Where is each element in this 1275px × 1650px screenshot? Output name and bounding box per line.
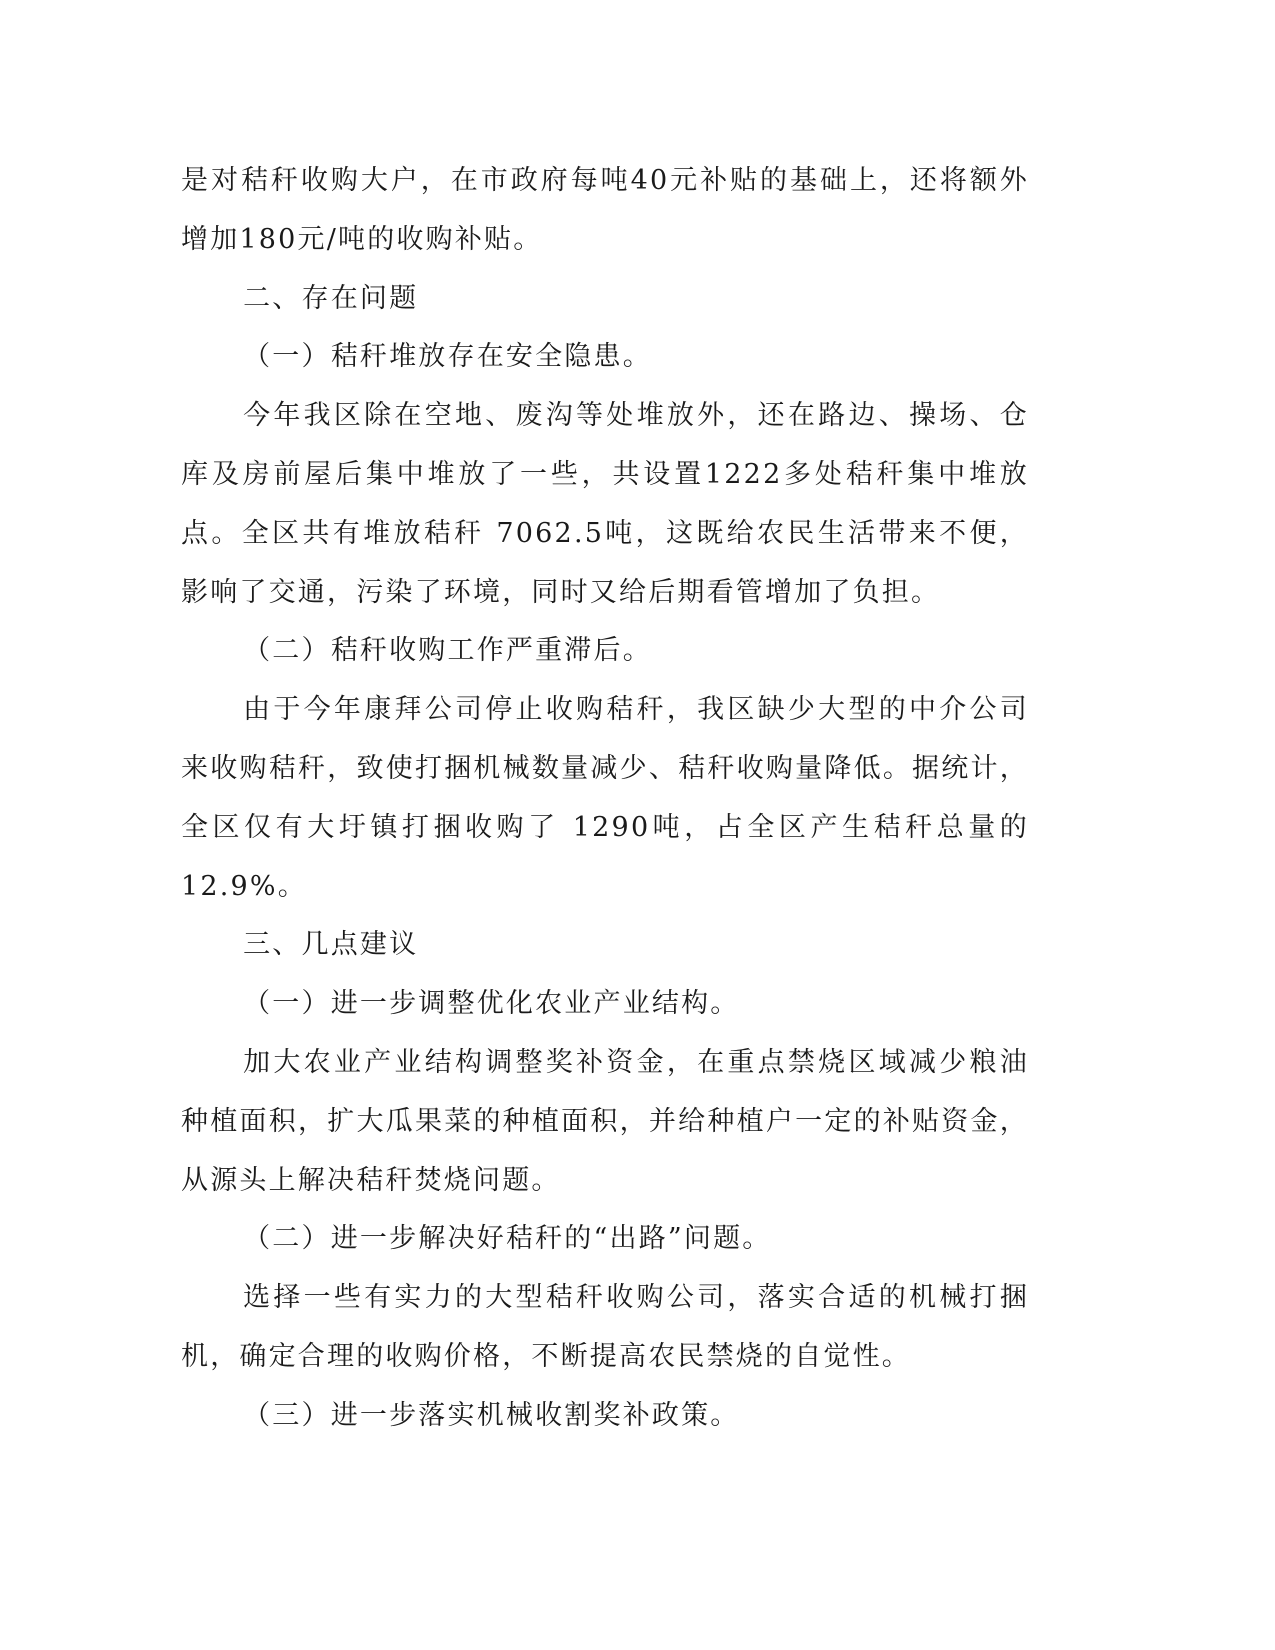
paragraph-subsidy-continued: 是对秸秆收购大户，在市政府每吨40元补贴的基础上，还将额外增加180元/吨的收购补贴。 xyxy=(181,165,1029,255)
paragraph-storage-hazard: 今年我区除在空地、废沟等处堆放外，还在路边、操场、仓库及房前屋后集中堆放了一些，共设置1222多处秸秆集中堆放点。全区共有堆放秸秆 7062.5吨，这既给农民生活带来不便，影响了交通，污染了环境，同时又给后期看管增加了负担。 xyxy=(181,400,1029,608)
section-heading-problems: 二、存在问题 xyxy=(243,282,419,314)
subsection-heading-purchase-lag: （二）秸秆收购工作严重滞后。 xyxy=(243,635,652,667)
section-heading-suggestions: 三、几点建议 xyxy=(243,929,419,961)
paragraph-purchase-lag: 由于今年康拜公司停止收购秸秆，我区缺少大型的中介公司来收购秸秆，致使打捆机械数量减少、秸秆收购量降低。据统计，全区仅有大圩镇打捆收购了 1290吨，占全区产生秸秆总量的 12.9%。 xyxy=(181,694,1029,902)
subsection-heading-outlet: （二）进一步解决好秸秆的“出路”问题。 xyxy=(243,1223,772,1255)
subsection-heading-storage-hazard: （一）秸秆堆放存在安全隐患。 xyxy=(243,341,652,373)
paragraph-outlet: 选择一些有实力的大型秸秆收购公司，落实合适的机械打捆机，确定合理的收购价格，不断提高农民禁烧的自觉性。 xyxy=(181,1282,1029,1372)
subsection-heading-structure: （一）进一步调整优化农业产业结构。 xyxy=(243,988,740,1020)
subsection-heading-harvest-subsidy: （三）进一步落实机械收割奖补政策。 xyxy=(243,1399,740,1431)
paragraph-structure: 加大农业产业结构调整奖补资金，在重点禁烧区域减少粮油种植面积，扩大瓜果菜的种植面积，并给种植户一定的补贴资金，从源头上解决秸秆焚烧问题。 xyxy=(181,1046,1029,1196)
document-body xyxy=(181,152,1029,1446)
